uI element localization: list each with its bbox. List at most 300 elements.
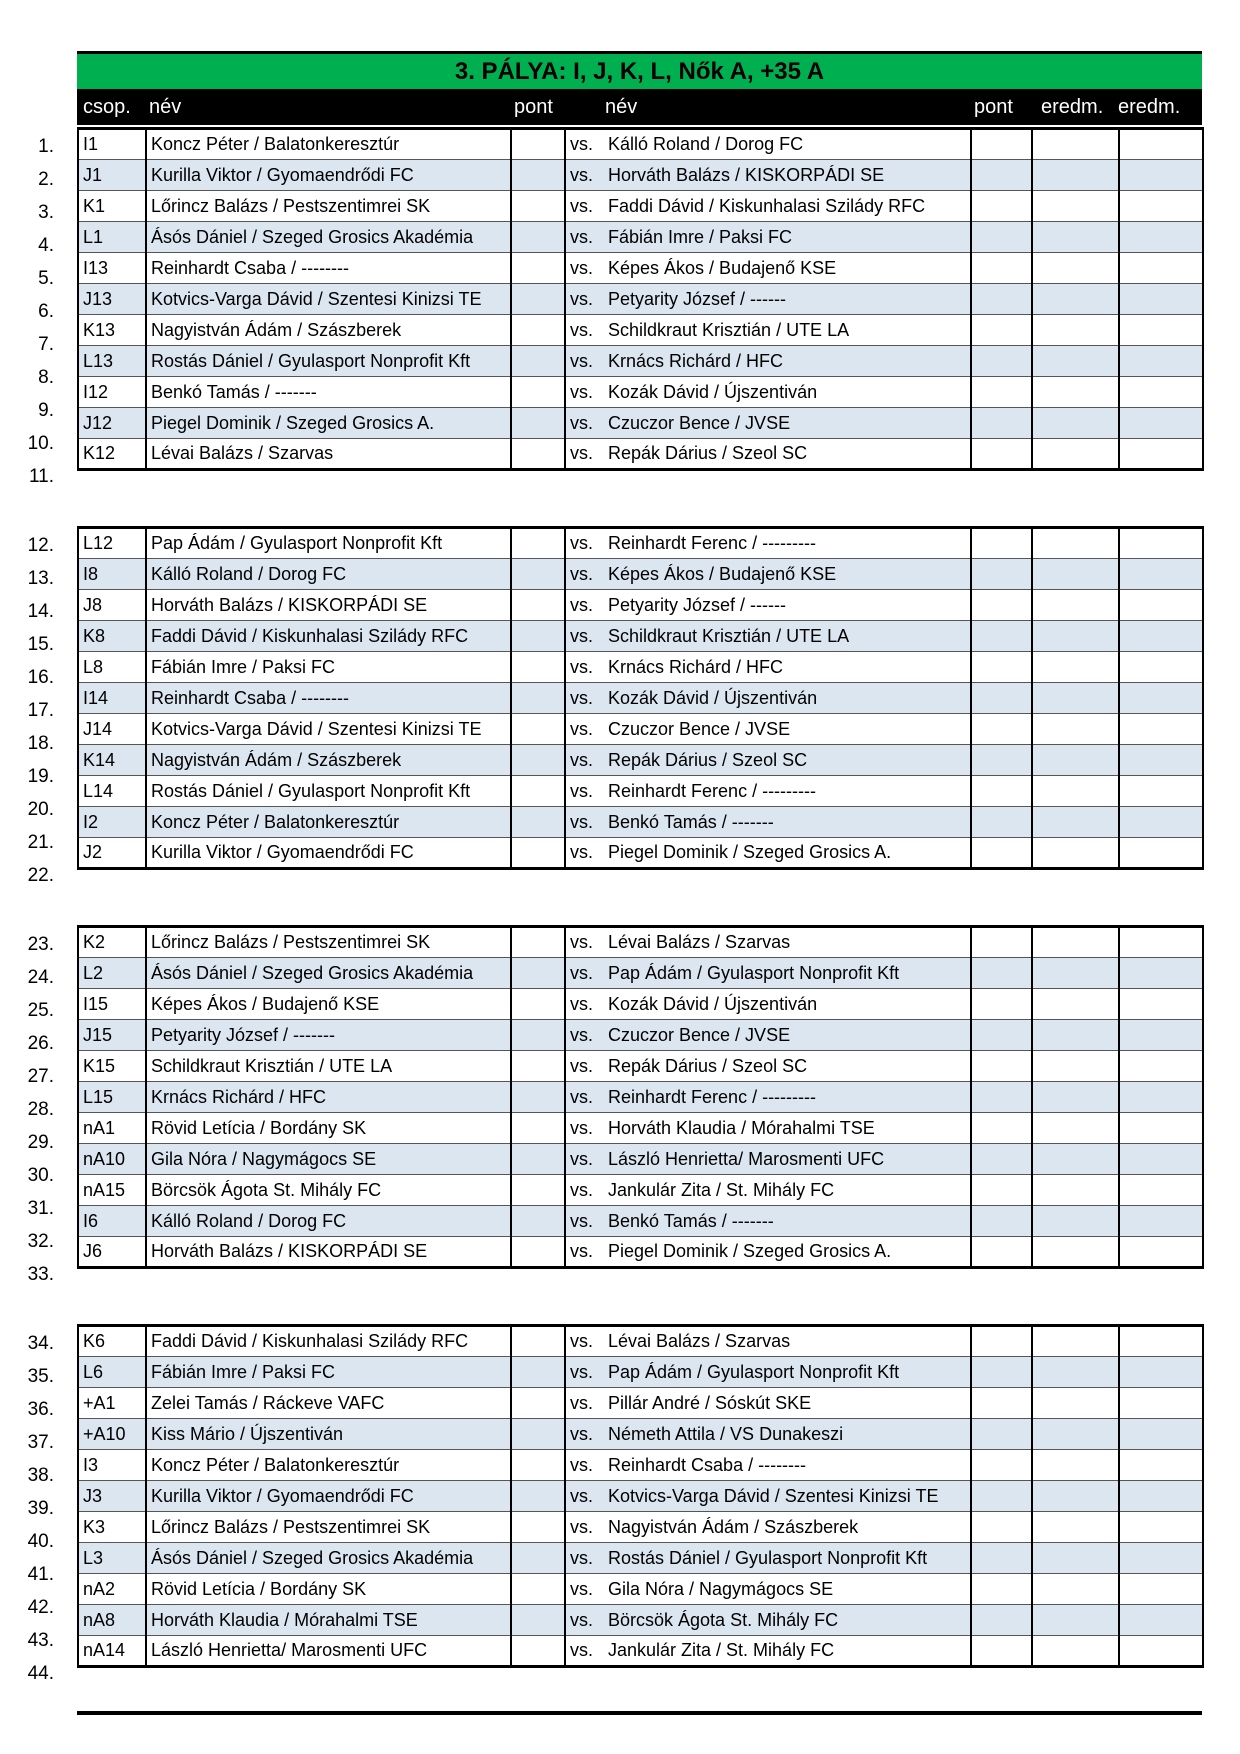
group-cell: J6: [78, 1237, 146, 1268]
points-1-cell: [511, 1175, 565, 1206]
points-1-cell: [511, 1450, 565, 1481]
group-cell: J8: [78, 590, 146, 621]
player-1-cell: Fábián Imre / Paksi FC: [146, 1357, 511, 1388]
result-1-cell: [1032, 989, 1119, 1020]
player-1-cell: Horváth Klaudia / Mórahalmi TSE: [146, 1605, 511, 1636]
result-1-cell: [1032, 1206, 1119, 1237]
result-2-cell: [1119, 439, 1203, 470]
result-2-cell: [1119, 222, 1203, 253]
table-row: [78, 1543, 1203, 1574]
table-row: [78, 927, 1203, 958]
match-number: 28.: [27, 1099, 54, 1120]
result-2-cell: [1119, 989, 1203, 1020]
points-2-cell: [971, 1543, 1032, 1574]
player-2-cell: Börcsök Ágota St. Mihály FC: [604, 1605, 971, 1636]
player-2-cell: Petyarity József / ------: [604, 590, 971, 621]
table-row: [78, 1605, 1203, 1636]
result-1-cell: [1032, 1237, 1119, 1268]
result-2-cell: [1119, 590, 1203, 621]
vs-cell: vs.: [565, 958, 604, 989]
result-1-cell: [1032, 807, 1119, 838]
table-row: [78, 315, 1203, 346]
player-1-cell: Rostás Dániel / Gyulasport Nonprofit Kft: [146, 776, 511, 807]
group-cell: I15: [78, 989, 146, 1020]
result-1-cell: [1032, 1605, 1119, 1636]
result-1-cell: [1032, 346, 1119, 377]
vs-cell: vs.: [565, 346, 604, 377]
group-cell: K6: [78, 1326, 146, 1357]
player-1-cell: Kotvics-Varga Dávid / Szentesi Kinizsi TE: [146, 284, 511, 315]
match-number: 17.: [27, 700, 54, 721]
vs-cell: vs.: [565, 1481, 604, 1512]
table-row: [78, 590, 1203, 621]
player-2-cell: Pap Ádám / Gyulasport Nonprofit Kft: [604, 1357, 971, 1388]
result-2-cell: [1119, 958, 1203, 989]
match-number: 44.: [27, 1663, 54, 1684]
result-2-cell: [1119, 1020, 1203, 1051]
match-number: 39.: [27, 1498, 54, 1519]
match-number: 25.: [27, 1000, 54, 1021]
result-2-cell: [1119, 714, 1203, 745]
group-cell: J15: [78, 1020, 146, 1051]
points-1-cell: [511, 253, 565, 284]
points-1-cell: [511, 652, 565, 683]
player-2-cell: Németh Attila / VS Dunakeszi: [604, 1419, 971, 1450]
points-2-cell: [971, 683, 1032, 714]
group-cell: I8: [78, 559, 146, 590]
match-number: 23.: [27, 934, 54, 955]
points-2-cell: [971, 1237, 1032, 1268]
match-number: 5.: [38, 268, 54, 289]
header-group: csop.: [83, 96, 131, 118]
result-1-cell: [1032, 160, 1119, 191]
points-2-cell: [971, 745, 1032, 776]
player-2-cell: Kálló Roland / Dorog FC: [604, 129, 971, 160]
result-1-cell: [1032, 439, 1119, 470]
player-1-cell: Reinhardt Csaba / --------: [146, 683, 511, 714]
result-1-cell: [1032, 284, 1119, 315]
result-2-cell: [1119, 1574, 1203, 1605]
vs-cell: vs.: [565, 1206, 604, 1237]
points-2-cell: [971, 559, 1032, 590]
points-1-cell: [511, 129, 565, 160]
group-cell: K14: [78, 745, 146, 776]
result-2-cell: [1119, 1082, 1203, 1113]
group-cell: K12: [78, 439, 146, 470]
result-1-cell: [1032, 1326, 1119, 1357]
vs-cell: vs.: [565, 528, 604, 559]
points-2-cell: [971, 377, 1032, 408]
table-row: [78, 1051, 1203, 1082]
player-1-cell: Koncz Péter / Balatonkeresztúr: [146, 1450, 511, 1481]
result-2-cell: [1119, 160, 1203, 191]
match-number: 43.: [27, 1630, 54, 1651]
header-points-1: pont: [514, 96, 553, 118]
group-cell: L13: [78, 346, 146, 377]
player-1-cell: Fábián Imre / Paksi FC: [146, 652, 511, 683]
group-cell: L8: [78, 652, 146, 683]
table-row: [78, 714, 1203, 745]
points-1-cell: [511, 528, 565, 559]
points-1-cell: [511, 160, 565, 191]
points-1-cell: [511, 683, 565, 714]
table-row: [78, 1636, 1203, 1667]
points-1-cell: [511, 284, 565, 315]
match-number: 31.: [27, 1198, 54, 1219]
result-2-cell: [1119, 1481, 1203, 1512]
points-1-cell: [511, 1206, 565, 1237]
vs-cell: vs.: [565, 222, 604, 253]
match-number: 34.: [27, 1333, 54, 1354]
table-row: [78, 807, 1203, 838]
group-cell: K2: [78, 927, 146, 958]
table-row: [78, 1175, 1203, 1206]
result-1-cell: [1032, 1357, 1119, 1388]
player-2-cell: Reinhardt Ferenc / ---------: [604, 528, 971, 559]
group-cell: I1: [78, 129, 146, 160]
group-cell: I2: [78, 807, 146, 838]
result-1-cell: [1032, 1419, 1119, 1450]
table-row: [78, 1326, 1203, 1357]
points-2-cell: [971, 1574, 1032, 1605]
match-number: 30.: [27, 1165, 54, 1186]
points-1-cell: [511, 1113, 565, 1144]
match-number: 14.: [27, 601, 54, 622]
result-1-cell: [1032, 1175, 1119, 1206]
table-row: [78, 838, 1203, 869]
player-1-cell: Faddi Dávid / Kiskunhalasi Szilády RFC: [146, 1326, 511, 1357]
group-cell: K1: [78, 191, 146, 222]
group-cell: L14: [78, 776, 146, 807]
player-2-cell: Horváth Klaudia / Mórahalmi TSE: [604, 1113, 971, 1144]
points-2-cell: [971, 652, 1032, 683]
header-result-2: eredm.: [1118, 96, 1181, 118]
player-1-cell: Koncz Péter / Balatonkeresztúr: [146, 129, 511, 160]
result-1-cell: [1032, 958, 1119, 989]
vs-cell: vs.: [565, 253, 604, 284]
result-1-cell: [1032, 776, 1119, 807]
header-points-2: pont: [974, 96, 1013, 118]
points-1-cell: [511, 621, 565, 652]
player-2-cell: Lévai Balázs / Szarvas: [604, 1326, 971, 1357]
points-1-cell: [511, 1636, 565, 1667]
points-2-cell: [971, 253, 1032, 284]
table-row: [78, 776, 1203, 807]
match-number: 1.: [38, 136, 54, 157]
group-cell: I3: [78, 1450, 146, 1481]
table-row: [78, 408, 1203, 439]
match-number: 18.: [27, 733, 54, 754]
player-2-cell: Krnács Richárd / HFC: [604, 652, 971, 683]
result-2-cell: [1119, 927, 1203, 958]
points-1-cell: [511, 191, 565, 222]
match-number: 36.: [27, 1399, 54, 1420]
points-1-cell: [511, 1388, 565, 1419]
group-cell: L15: [78, 1082, 146, 1113]
match-number: 40.: [27, 1531, 54, 1552]
player-1-cell: Kurilla Viktor / Gyomaendrődi FC: [146, 160, 511, 191]
match-number: 4.: [38, 235, 54, 256]
table-row: [78, 1237, 1203, 1268]
group-cell: nA1: [78, 1113, 146, 1144]
vs-cell: vs.: [565, 1051, 604, 1082]
vs-cell: vs.: [565, 989, 604, 1020]
result-2-cell: [1119, 1543, 1203, 1574]
group-cell: L2: [78, 958, 146, 989]
result-2-cell: [1119, 408, 1203, 439]
player-2-cell: Piegel Dominik / Szeged Grosics A.: [604, 838, 971, 869]
match-number: 20.: [27, 799, 54, 820]
points-1-cell: [511, 958, 565, 989]
points-1-cell: [511, 1144, 565, 1175]
player-2-cell: Benkó Tamás / -------: [604, 807, 971, 838]
points-2-cell: [971, 1419, 1032, 1450]
table-row: [78, 439, 1203, 470]
player-2-cell: Rostás Dániel / Gyulasport Nonprofit Kft: [604, 1543, 971, 1574]
points-2-cell: [971, 346, 1032, 377]
table-row: [78, 1388, 1203, 1419]
player-1-cell: Gila Nóra / Nagymágocs SE: [146, 1144, 511, 1175]
match-number: 10.: [27, 433, 54, 454]
result-1-cell: [1032, 1450, 1119, 1481]
match-number: 16.: [27, 667, 54, 688]
vs-cell: vs.: [565, 1388, 604, 1419]
points-2-cell: [971, 1388, 1032, 1419]
player-2-cell: Jankulár Zita / St. Mihály FC: [604, 1175, 971, 1206]
points-1-cell: [511, 1237, 565, 1268]
points-1-cell: [511, 1357, 565, 1388]
points-1-cell: [511, 776, 565, 807]
group-cell: J14: [78, 714, 146, 745]
result-2-cell: [1119, 1144, 1203, 1175]
result-1-cell: [1032, 1020, 1119, 1051]
match-number: 2.: [38, 169, 54, 190]
points-2-cell: [971, 1357, 1032, 1388]
table-row: [78, 652, 1203, 683]
group-cell: J13: [78, 284, 146, 315]
points-2-cell: [971, 1020, 1032, 1051]
player-1-cell: Koncz Péter / Balatonkeresztúr: [146, 807, 511, 838]
result-2-cell: [1119, 253, 1203, 284]
result-2-cell: [1119, 129, 1203, 160]
points-1-cell: [511, 989, 565, 1020]
player-1-cell: Kurilla Viktor / Gyomaendrődi FC: [146, 1481, 511, 1512]
result-2-cell: [1119, 284, 1203, 315]
group-cell: J3: [78, 1481, 146, 1512]
points-2-cell: [971, 776, 1032, 807]
group-cell: K13: [78, 315, 146, 346]
points-2-cell: [971, 621, 1032, 652]
match-number: 15.: [27, 634, 54, 655]
table-row: [78, 989, 1203, 1020]
vs-cell: vs.: [565, 315, 604, 346]
match-block: [77, 526, 1204, 870]
points-1-cell: [511, 315, 565, 346]
vs-cell: vs.: [565, 1144, 604, 1175]
table-row: [78, 683, 1203, 714]
points-1-cell: [511, 838, 565, 869]
table-row: [78, 346, 1203, 377]
vs-cell: vs.: [565, 1082, 604, 1113]
vs-cell: vs.: [565, 1357, 604, 1388]
points-2-cell: [971, 1450, 1032, 1481]
match-number: 22.: [27, 865, 54, 886]
points-2-cell: [971, 1636, 1032, 1667]
points-2-cell: [971, 528, 1032, 559]
table-row: [78, 528, 1203, 559]
group-cell: J12: [78, 408, 146, 439]
player-2-cell: Pillár André / Sóskút SKE: [604, 1388, 971, 1419]
vs-cell: vs.: [565, 191, 604, 222]
result-1-cell: [1032, 222, 1119, 253]
group-cell: I6: [78, 1206, 146, 1237]
player-1-cell: Horváth Balázs / KISKORPÁDI SE: [146, 590, 511, 621]
match-block: [77, 1324, 1204, 1668]
group-cell: nA8: [78, 1605, 146, 1636]
header-name-2: név: [605, 96, 638, 118]
result-1-cell: [1032, 559, 1119, 590]
table-row: [78, 129, 1203, 160]
result-1-cell: [1032, 683, 1119, 714]
vs-cell: vs.: [565, 129, 604, 160]
player-1-cell: Zelei Tamás / Ráckeve VAFC: [146, 1388, 511, 1419]
table-row: [78, 1512, 1203, 1543]
points-2-cell: [971, 408, 1032, 439]
result-1-cell: [1032, 1481, 1119, 1512]
player-1-cell: Piegel Dominik / Szeged Grosics A.: [146, 408, 511, 439]
match-number: 13.: [27, 568, 54, 589]
vs-cell: vs.: [565, 1419, 604, 1450]
header-result-1: eredm.: [1041, 96, 1104, 118]
group-cell: I14: [78, 683, 146, 714]
result-1-cell: [1032, 1543, 1119, 1574]
group-cell: nA15: [78, 1175, 146, 1206]
player-1-cell: Ásós Dániel / Szeged Grosics Akadémia: [146, 222, 511, 253]
points-1-cell: [511, 1082, 565, 1113]
points-2-cell: [971, 1206, 1032, 1237]
points-1-cell: [511, 1481, 565, 1512]
player-2-cell: Piegel Dominik / Szeged Grosics A.: [604, 1237, 971, 1268]
player-1-cell: Petyarity József / -------: [146, 1020, 511, 1051]
points-1-cell: [511, 222, 565, 253]
result-2-cell: [1119, 1388, 1203, 1419]
group-cell: K8: [78, 621, 146, 652]
result-1-cell: [1032, 1636, 1119, 1667]
points-1-cell: [511, 807, 565, 838]
player-1-cell: Benkó Tamás / -------: [146, 377, 511, 408]
match-block: [77, 127, 1204, 471]
points-2-cell: [971, 1082, 1032, 1113]
page-title: 3. PÁLYA: I, J, K, L, Nők A, +35 A: [77, 51, 1202, 89]
table-row: [78, 1357, 1203, 1388]
match-number: 33.: [27, 1264, 54, 1285]
result-1-cell: [1032, 315, 1119, 346]
points-1-cell: [511, 1020, 565, 1051]
match-number: 42.: [27, 1597, 54, 1618]
player-1-cell: Reinhardt Csaba / --------: [146, 253, 511, 284]
vs-cell: vs.: [565, 807, 604, 838]
result-2-cell: [1119, 1512, 1203, 1543]
match-number: 19.: [27, 766, 54, 787]
table-row: [78, 1144, 1203, 1175]
group-cell: L6: [78, 1357, 146, 1388]
points-1-cell: [511, 1326, 565, 1357]
result-1-cell: [1032, 590, 1119, 621]
player-2-cell: Reinhardt Csaba / --------: [604, 1450, 971, 1481]
result-1-cell: [1032, 1051, 1119, 1082]
player-2-cell: Schildkraut Krisztián / UTE LA: [604, 621, 971, 652]
result-1-cell: [1032, 652, 1119, 683]
result-2-cell: [1119, 1237, 1203, 1268]
table-row: [78, 222, 1203, 253]
points-2-cell: [971, 714, 1032, 745]
player-2-cell: Képes Ákos / Budajenő KSE: [604, 559, 971, 590]
group-cell: L1: [78, 222, 146, 253]
points-2-cell: [971, 927, 1032, 958]
match-number: 38.: [27, 1465, 54, 1486]
table-row: [78, 1419, 1203, 1450]
result-2-cell: [1119, 745, 1203, 776]
group-cell: nA2: [78, 1574, 146, 1605]
result-2-cell: [1119, 377, 1203, 408]
player-2-cell: Faddi Dávid / Kiskunhalasi Szilády RFC: [604, 191, 971, 222]
player-2-cell: Képes Ákos / Budajenő KSE: [604, 253, 971, 284]
vs-cell: vs.: [565, 652, 604, 683]
points-2-cell: [971, 958, 1032, 989]
points-2-cell: [971, 1051, 1032, 1082]
result-2-cell: [1119, 807, 1203, 838]
footer-divider: [77, 1711, 1202, 1715]
result-2-cell: [1119, 315, 1203, 346]
group-cell: J2: [78, 838, 146, 869]
result-2-cell: [1119, 559, 1203, 590]
match-number: 11.: [28, 466, 54, 487]
player-2-cell: Benkó Tamás / -------: [604, 1206, 971, 1237]
player-1-cell: Kiss Mário / Újszentiván: [146, 1419, 511, 1450]
table-row: [78, 1481, 1203, 1512]
result-1-cell: [1032, 1144, 1119, 1175]
result-1-cell: [1032, 1512, 1119, 1543]
points-1-cell: [511, 714, 565, 745]
points-2-cell: [971, 838, 1032, 869]
result-2-cell: [1119, 1605, 1203, 1636]
vs-cell: vs.: [565, 1543, 604, 1574]
player-1-cell: László Henrietta/ Marosmenti UFC: [146, 1636, 511, 1667]
player-1-cell: Lőrincz Balázs / Pestszentimrei SK: [146, 1512, 511, 1543]
result-1-cell: [1032, 838, 1119, 869]
result-2-cell: [1119, 652, 1203, 683]
points-2-cell: [971, 129, 1032, 160]
vs-cell: vs.: [565, 621, 604, 652]
match-number: 41.: [27, 1564, 54, 1585]
points-2-cell: [971, 1512, 1032, 1543]
player-2-cell: Gila Nóra / Nagymágocs SE: [604, 1574, 971, 1605]
result-2-cell: [1119, 838, 1203, 869]
player-2-cell: Reinhardt Ferenc / ---------: [604, 1082, 971, 1113]
group-cell: I13: [78, 253, 146, 284]
points-1-cell: [511, 590, 565, 621]
group-cell: K3: [78, 1512, 146, 1543]
player-2-cell: Repák Dárius / Szeol SC: [604, 439, 971, 470]
points-1-cell: [511, 559, 565, 590]
player-1-cell: Schildkraut Krisztián / UTE LA: [146, 1051, 511, 1082]
points-2-cell: [971, 191, 1032, 222]
result-2-cell: [1119, 528, 1203, 559]
player-2-cell: Kozák Dávid / Újszentiván: [604, 683, 971, 714]
player-1-cell: Lőrincz Balázs / Pestszentimrei SK: [146, 927, 511, 958]
table-row: [78, 1082, 1203, 1113]
player-1-cell: Nagyistván Ádám / Szászberek: [146, 745, 511, 776]
